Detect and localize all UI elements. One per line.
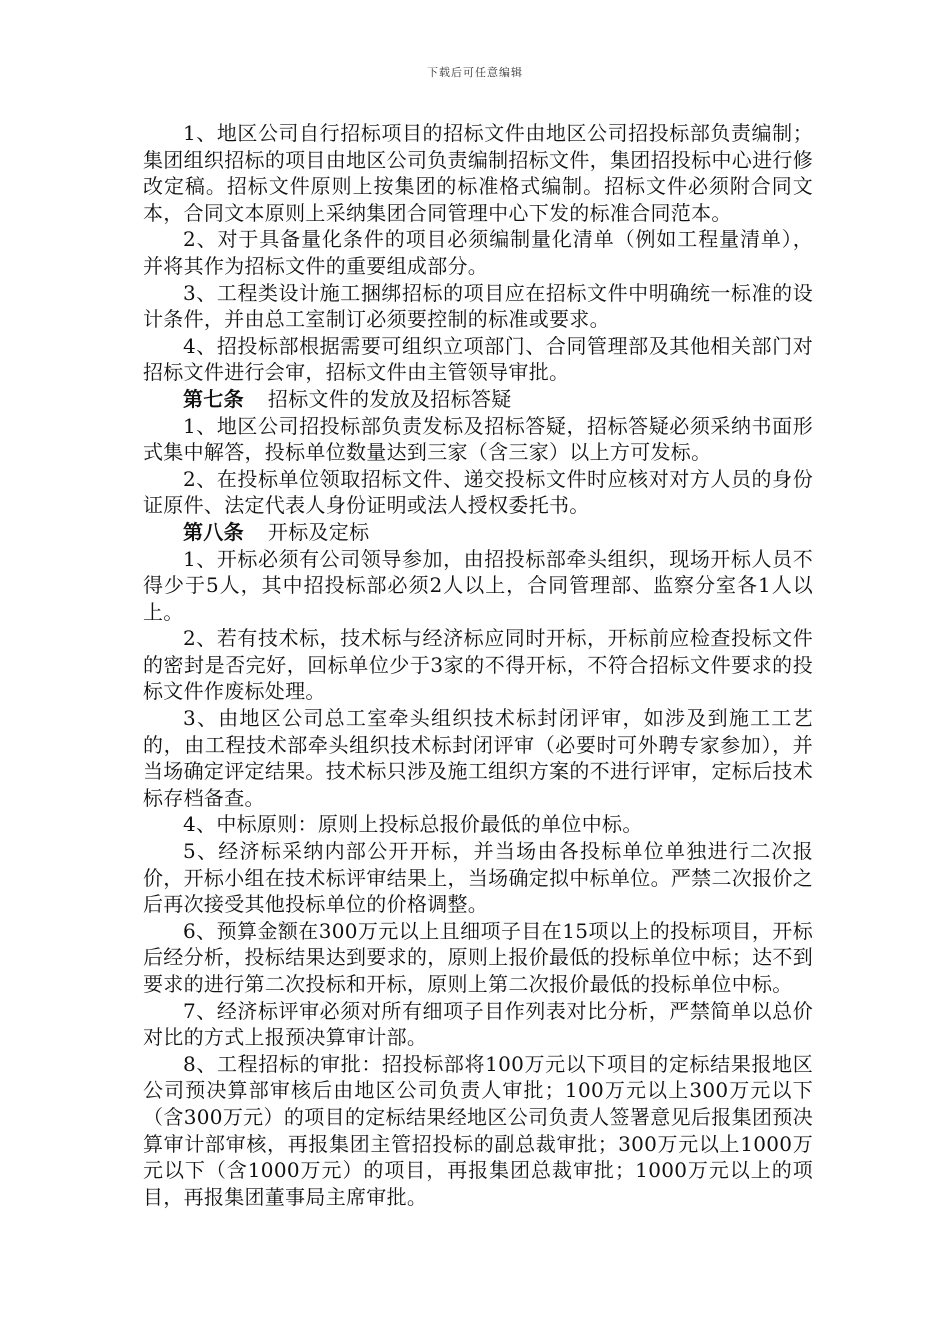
paragraph: 5、经济标采纳内部公开开标，并当场由各投标单位单独进行二次报价，开标小组在技术标评审结果上，当场确定拟中标单位。严禁二次报价之后再次接受其他投标单位的价格调整。	[143, 839, 813, 917]
page-header-note: 下载后可任意编辑	[427, 66, 523, 79]
paragraph: 4、招投标部根据需要可组织立项部门、合同管理部及其他相关部门对招标文件进行会审，招标文件由主管领导审批。	[143, 333, 813, 385]
paragraph: 1、地区公司自行招标项目的招标文件由地区公司招投标部负责编制；集团组织招标的项目由地区公司负责编制招标文件，集团招投标中心进行修改定稿。招标文件原则上按集团的标准格式编制。招标文件必须附合同文本，合同文本原则上采纳集团合同管理中心下发的标准合同范本。	[143, 121, 813, 225]
article-heading-7	[143, 386, 813, 413]
paragraph: 7、经济标评审必须对所有细项子目作列表对比分析，严禁简单以总价对比的方式上报预决算审计部。	[143, 998, 813, 1050]
article-number: 第七条	[183, 386, 244, 411]
article-number: 第八条	[183, 519, 244, 544]
paragraph: 4、中标原则：原则上投标总报价最低的单位中标。	[183, 812, 643, 837]
paragraph: 3、由地区公司总工室牵头组织技术标封闭评审，如涉及到施工工艺的，由工程技术部牵头组织技术标封闭评审（必要时可外聘专家参加），并当场确定评定结果。技术标只涉及施工组织方案的不进行评审，定标后技术标存档备查。	[143, 706, 813, 810]
article-title: 招标文件的发放及招标答疑	[267, 386, 512, 411]
paragraph: 3、工程类设计施工捆绑招标的项目应在招标文件中明确统一标准的设计条件，并由总工室制订必须要控制的标准或要求。	[143, 280, 813, 332]
paragraph: 2、在投标单位领取招标文件、递交投标文件时应核对对方人员的身份证原件、法定代表人身份证明或法人授权委托书。	[143, 466, 813, 518]
paragraph: 6、预算金额在300万元以上且细项子目在15项以上的投标项目，开标后经分析，投标结果达到要求的，原则上报价最低的投标单位中标；达不到要求的进行第二次投标和开标，原则上第二次报价最低的投标单位中标。	[143, 918, 813, 996]
paragraph: 2、对于具备量化条件的项目必须编制量化清单（例如工程量清单），并将其作为招标文件的重要组成部分。	[143, 227, 813, 278]
document-body	[143, 120, 813, 1210]
paragraph: 8、工程招标的审批：招投标部将100万元以下项目的定标结果报地区公司预决算部审核后由地区公司负责人审批；100万元以上300万元以下（含300万元）的项目的定标结果经地区公司负责人签署意见后报集团预决算审计部审核，再报集团主管招投标的副总裁审批；300万元以上1000万元以下（含1000万元）的项目，再报集团总裁审批；1000万元以上的项目，再报集团董事局主席审批。	[143, 1051, 813, 1209]
article-heading-8	[143, 519, 813, 546]
paragraph: 1、地区公司招投标部负责发标及招标答疑，招标答疑必须采纳书面形式集中解答，投标单位数量达到三家（含三家）以上方可发标。	[143, 413, 813, 465]
article-title: 开标及定标	[267, 519, 370, 544]
paragraph: 2、若有技术标，技术标与经济标应同时开标，开标前应检查投标文件的密封是否完好，回标单位少于3家的不得开标，不符合招标文件要求的投标文件作废标处理。	[143, 626, 813, 704]
paragraph: 1、开标必须有公司领导参加，由招投标部牵头组织，现场开标人员不得少于5人，其中招投标部必须2人以上，合同管理部、监察分室各1人以上。	[143, 546, 813, 624]
